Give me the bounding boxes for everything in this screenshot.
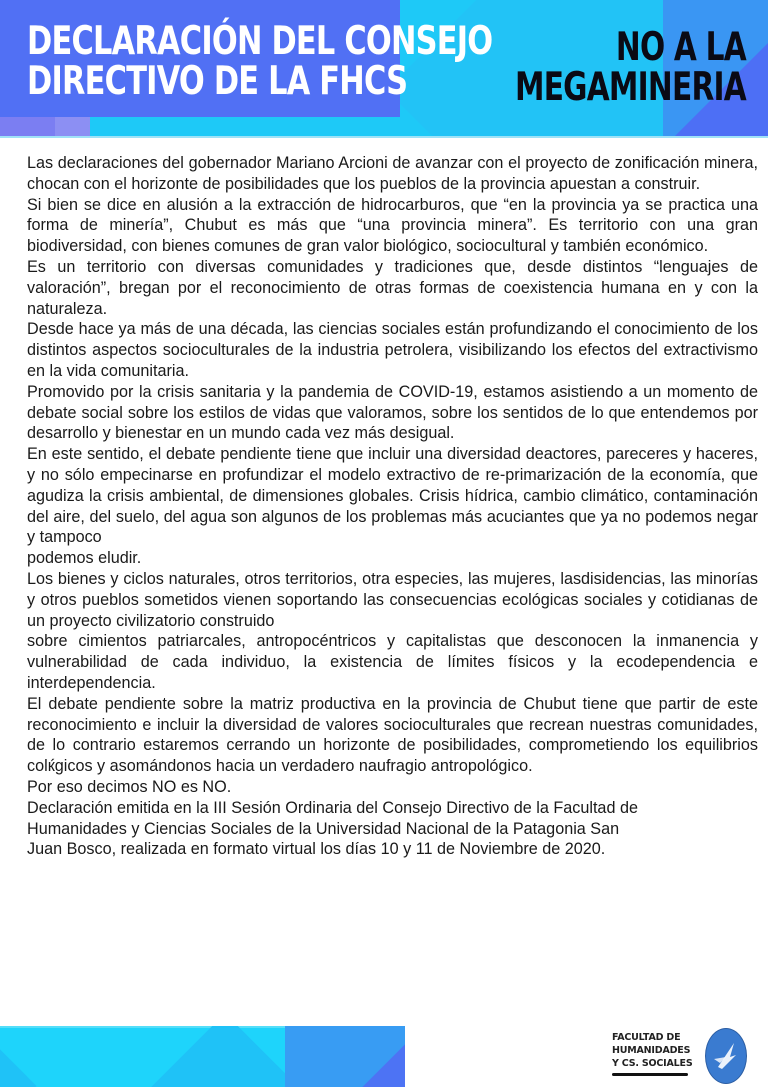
paragraph: Promovido por la crisis sanitaria y la pandemia de COVID-19, estamos asistiendo a un momento de debate social sobre los estilos de vidas que valoramos, sobre los sentidos de lo que entendemos por desarrollo y bienestar en un mundo cada vez más desigual. — [27, 382, 758, 443]
paragraph: Si bien se dice en alusión a la extracción de hidrocarburos, que “en la provincia ya se practica una forma de minería”, Chubut es más que “una provincia minera”. Es territorio con una gran biodiversidad, con bienes comunes de gran valor biológico, sociocultural y también económico. — [27, 195, 758, 256]
header-banner — [0, 0, 768, 138]
paragraph: Desde hace ya más de una década, las ciencias sociales están profundizando el conocimiento de los distintos aspectos socioculturales de la industria petrolera, visibilizando los efectos del extractivismo en la vida comunitaria. — [27, 320, 758, 380]
paragraph: Por eso decimos NO es NO. — [27, 777, 232, 796]
declaration-body — [27, 153, 758, 860]
paragraph: sobre cimientos patriarcales, antropocéntricos y capitalistas que desconocen la inmanencia y vulnerabilidad de cada individuo, la existencia de límites físicos y la ecodependencia e interdependencia. — [27, 632, 758, 692]
paragraph: Las declaraciones del gobernador Mariano Arcioni de avanzar con el proyecto de zonificación minera, chocan con el horizonte de posibilidades que los pueblos de la provincia apuestan a construir. — [27, 154, 758, 193]
logo-underline — [612, 1073, 688, 1076]
paragraph: En este sentido, el debate pendiente tiene que incluir una diversidad deactores, pareceres y haceres, y no sólo empecinarse en profundizar el modelo extractivo de re-primarización de la economía, que agudiza la crisis ambiental, de dimensiones globales. Crisis hídrica, cambio climático, contaminación del aire, del suelo, del agua son algunos de los problemas más acuciantes que ya no podemos negar y tampoco — [27, 445, 758, 547]
decorative-triangle — [147, 1026, 303, 1087]
slogan — [514, 25, 746, 110]
closing-line: Humanidades y Ciencias Sociales de la Universidad Nacional de la Patagonia San — [27, 819, 620, 838]
page-title — [27, 19, 493, 104]
decorative-triangle — [0, 1029, 37, 1087]
title-line-1: DECLARACIÓN DEL CONSEJO — [27, 19, 493, 64]
title-line-2: DIRECTIVO DE LA FHCS — [27, 59, 408, 104]
decorative-left-bottom-accent — [55, 117, 90, 138]
university-seal-bird-icon — [705, 1028, 747, 1084]
paragraph: Es un territorio con diversas comunidades y tradiciones que, desde distintos “lenguajes de valoración”, bregan por el reconocimiento de otras formas de coexistencia humana en y con la naturaleza. — [27, 257, 758, 318]
paragraph: El debate pendiente sobre la matriz productiva en la provincia de Chubut tiene que partir de este reconocimiento e incluir la diversidad de valores socioculturales que recrean nuestras comunidades, de lo contrario estaremos cerrando un horizonte de posibilidades, comprometiendo los equilibrios colќgicos y asomándonos hacia un verdadero naufragio antropológico. — [27, 694, 758, 776]
slogan-line-1: NO A LA — [615, 25, 746, 70]
closing-line: Declaración emitida en la III Sesión Ordinaria del Consejo Directivo de la Facultad de — [27, 798, 638, 817]
faculty-logo-text — [612, 1031, 692, 1070]
paragraph: Los bienes y ciclos naturales, otros territorios, otra especies, las mujeres, lasdisidencias, las minorías y otros pueblos sometidos vienen soportando las consecuencias ecológicas sociales y cotidianas de un proyecto civilizatorio construido — [27, 569, 758, 630]
logo-line-2: HUMANIDADES — [612, 1045, 691, 1056]
paragraph: podemos eludir. — [27, 549, 142, 568]
logo-line-3: Y CS. SOCIALES — [612, 1058, 693, 1069]
header-bottom-line — [0, 136, 768, 138]
logo-line-1: FACULTAD DE — [612, 1032, 681, 1043]
slogan-line-2: MEGAMINERIA — [514, 65, 746, 110]
closing-line: Juan Bosco, realizada en formato virtual los días 10 y 11 de Noviembre de 2020. — [27, 840, 606, 859]
